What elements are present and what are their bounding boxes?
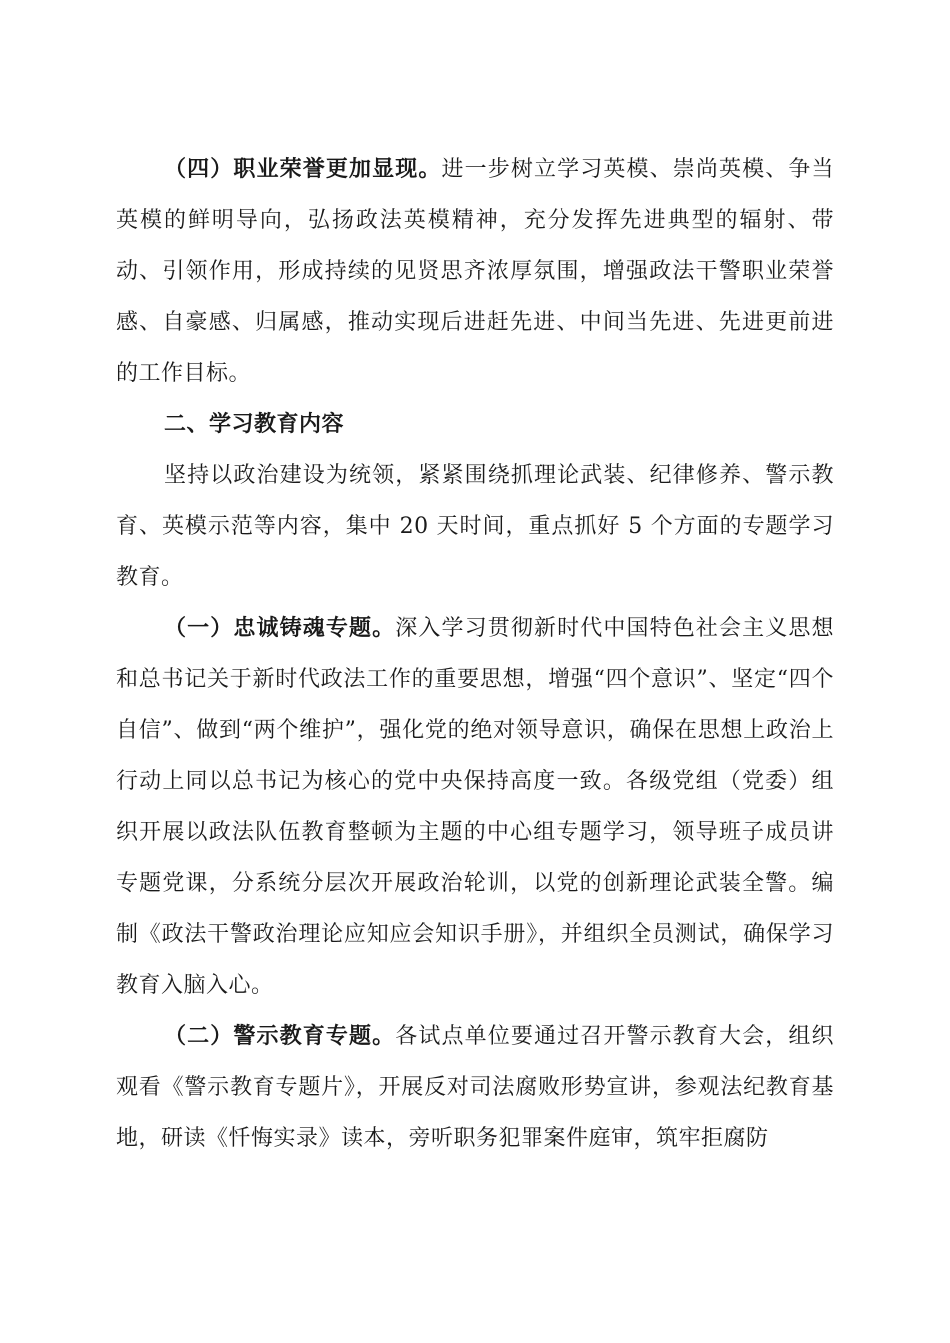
paragraph-text: 深入学习贯彻新时代中国特色社会主义思想和总书记关于新时代政法工作的重要思想，增强“四个意识”、坚定“四个自信”、做到“两个维护”，强化党的绝对领导意识，确保在思想上政治上行动上同以总书记为核心的党中央保持高度一致。各级党组（党委）组织开展以政法队伍教育整顿为主题的中心组专题学习，领导班子成员讲专题党课，分系统分层次开展政治轮训，以党的创新理论武装全警。编制《政法干警政治理论应知应会知识手册》，并组织全员测试，确保学习教育入脑入心。 <box>116 616 834 998</box>
paragraph-lead: （一）忠诚铸魂专题。 <box>164 615 396 641</box>
paragraph-text: 坚持以政治建设为统领，紧紧围绕抓理论武装、纪律修养、警示教育、英模示范等内容，集中 20 天时间，重点抓好 5 个方面的专题学习教育。 <box>116 463 834 590</box>
paragraph-loyalty-topic <box>116 603 834 1011</box>
document-body <box>116 144 834 1164</box>
paragraph-lead: （二）警示教育专题。 <box>164 1023 396 1049</box>
paragraph-career-honor <box>116 144 834 399</box>
paragraph-warning-topic <box>116 1011 834 1164</box>
paragraph-lead: （四）职业荣誉更加显现。 <box>164 156 442 182</box>
paragraph-study-overview <box>116 450 834 603</box>
section-heading-study-content: 二、学习教育内容 <box>164 411 345 437</box>
paragraph-text: 各试点单位要通过召开警示教育大会，组织观看《警示教育专题片》，开展反对司法腐败形势宣讲，参观法纪教育基地，研读《忏悔实录》读本，旁听职务犯罪案件庭审，筑牢拒腐防 <box>116 1024 834 1151</box>
paragraph-text: 进一步树立学习英模、崇尚英模、争当英模的鲜明导向，弘扬政法英模精神，充分发挥先进典型的辐射、带动、引领作用，形成持续的见贤思齐浓厚氛围，增强政法干警职业荣誉感、自豪感、归属感，推动实现后进赶先进、中间当先进、先进更前进的工作目标。 <box>116 157 834 386</box>
